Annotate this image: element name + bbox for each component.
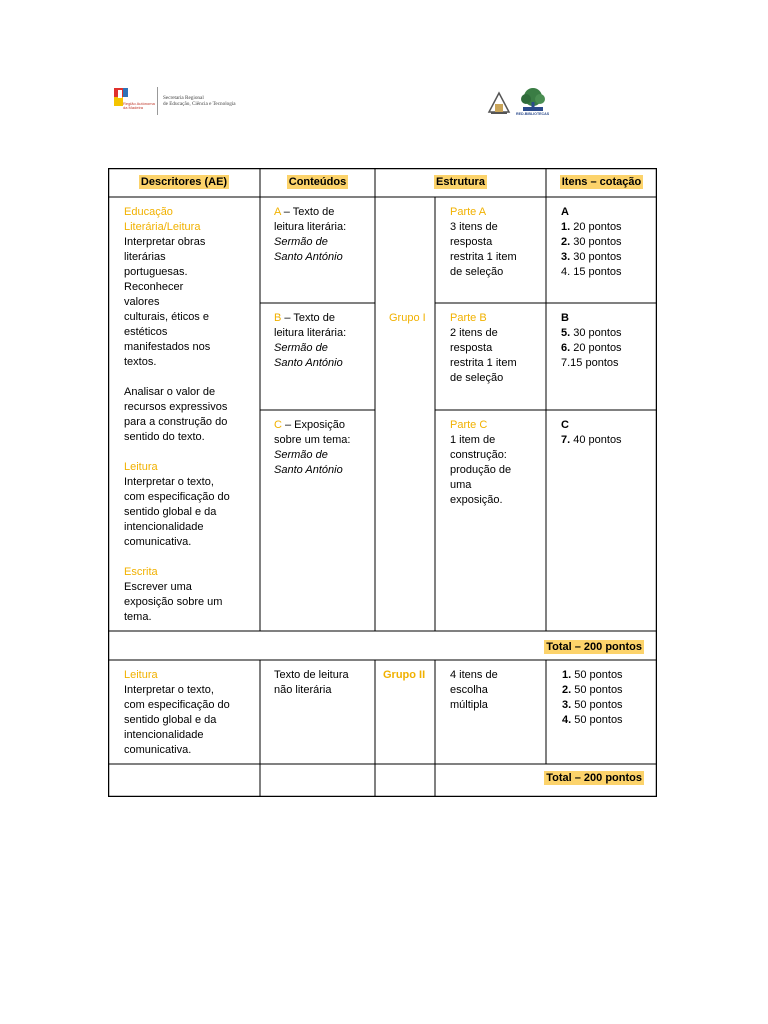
itens-part-b [561,311,655,371]
group1-descritores [124,205,254,625]
descritor-line: Interpretar o texto, [124,476,214,488]
descritor-line: comunicativa. [124,536,192,548]
estrutura-line: múltipla [450,699,488,711]
descritor-line: exposição sobre um [124,596,223,608]
conteudo-part-b [274,311,372,371]
header-descritores: Descritores (AE) [140,176,228,188]
group2-total: Total – 200 pontos [546,772,642,784]
conteudo-work-title: Santo António [274,464,343,476]
school-emblem-icon [486,90,512,116]
estrutura-line: produção de [450,464,512,476]
conteudo-line: leitura literária: [274,221,347,233]
group2-descritores [124,668,254,758]
estrutura-line: restrita 1 item [450,357,517,369]
part-letter: C [561,419,569,431]
spacer [124,550,254,565]
conteudo-work-title: Santo António [274,251,343,263]
group2-estrutura [450,668,544,713]
descritor-line: Escrever uma [124,581,192,593]
item-row: 5. 30 pontos [561,327,622,339]
estrutura-line: construção: [450,449,507,461]
descritor-line: com especificação do [124,699,230,711]
conteudo-letter: A [274,206,281,218]
estrutura-part-c [450,418,544,508]
header-itens-cotacao: Itens – cotação [561,176,642,188]
estrutura-line: exposição. [450,494,503,506]
library-network-text: RED-BIBLIOTECAS [516,112,550,116]
logo-blue-square [123,88,128,97]
descritor-line: valores [124,296,160,308]
conteudo-line: não literária [274,684,332,696]
estrutura-line: escolha [450,684,488,696]
tree-icon [517,88,549,112]
itens-part-c [561,418,655,448]
conteudo-title: B – Texto de [274,312,335,324]
secretaria-line-2: de Educação, Ciência e Tecnologia [163,101,236,107]
part-letter: A [561,206,569,218]
logo-region-text: Região Autónoma da Madeira [123,101,155,110]
grupo-i-label: Grupo I [389,312,426,324]
descritor-line: tema. [124,611,152,623]
heading-escrita: Escrita [124,566,158,578]
item-row: 2. 30 pontos [561,236,622,248]
conteudo-line: sobre um tema: [274,434,351,446]
conteudo-work-title: Sermão de [274,342,328,354]
header-estrutura: Estrutura [436,176,485,188]
conteudo-line: Texto de leitura [274,669,349,681]
logo-divider [157,87,158,115]
item-row: 1. 50 pontos [562,669,623,681]
part-letter: B [561,312,569,324]
library-network-logo [516,88,549,116]
item-row: 2. 50 pontos [562,684,623,696]
conteudo-work-title: Santo António [274,357,343,369]
estrutura-part-a [450,205,544,280]
descritor-line: Reconhecer [124,281,184,293]
grupo-ii-label: Grupo II [383,669,426,681]
item-row: 7. 40 pontos [561,434,622,446]
estrutura-line: 2 itens de [450,327,498,339]
descritor-line: portuguesas. [124,266,188,278]
header-left-logos [113,86,236,116]
item-row: 3. 50 pontos [562,699,623,711]
descritor-line: com especificação do [124,491,230,503]
item-row: 4. 50 pontos [562,714,623,726]
assessment-table [108,168,657,797]
item-row: 3. 30 pontos [561,251,622,263]
descritor-line: manifestados nos [124,341,211,353]
heading-leitura: Leitura [124,461,158,473]
descritor-line: sentido global e da [124,506,217,518]
parte-label: Parte B [450,312,487,324]
heading-educacao-literaria: Educação Literária/Leitura [124,206,201,233]
itens-part-a [561,205,655,280]
conteudo-title: C – Exposição [274,419,345,431]
secretaria-text [163,95,236,108]
conteudo-title: A – Texto de [274,206,335,218]
spacer [124,445,254,460]
conteudo-work-title: Sermão de [274,236,328,248]
descritor-line: estéticos [124,326,168,338]
descritor-line: comunicativa. [124,744,192,756]
conteudo-part-a [274,205,372,265]
header-right-logos [486,88,549,116]
estrutura-line: 1 item de [450,434,496,446]
descritor-line: Interpretar obras [124,236,206,248]
estrutura-line: restrita 1 item [450,251,517,263]
descritor-line: para a construção do [124,416,228,428]
item-row: 1. 20 pontos [561,221,622,233]
conteudo-letter: B [274,312,282,324]
group1-total: Total – 200 pontos [546,641,642,653]
estrutura-line: de seleção [450,266,504,278]
estrutura-line: de seleção [450,372,504,384]
group2-conteudo [274,668,372,698]
descritor-line: intencionalidade [124,729,204,741]
item-row: 6. 20 pontos [561,342,622,354]
estrutura-line: uma [450,479,472,491]
descritor-line: textos. [124,356,157,368]
descritor-line: sentido global e da [124,714,217,726]
conteudo-work-title: Sermão de [274,449,328,461]
descritor-line: recursos expressivos [124,401,228,413]
estrutura-part-b [450,311,544,386]
header-conteudos: Conteúdos [288,176,347,188]
secretaria-line-1: Secretaria Regional [163,94,204,101]
descritor-line: Analisar o valor de [124,386,216,398]
conteudo-line: leitura literária: [274,327,347,339]
heading-leitura-group2: Leitura [124,669,158,681]
conteudo-part-c [274,418,372,478]
estrutura-line: resposta [450,236,493,248]
parte-label: Parte C [450,419,488,431]
descritor-line: culturais, éticos e [124,311,209,323]
estrutura-line: resposta [450,342,493,354]
logo-yellow-square [114,97,123,106]
item-row: 4. 15 pontos [561,266,622,278]
descritor-line: intencionalidade [124,521,204,533]
conteudo-letter: C [274,419,282,431]
descritor-line: literárias [124,251,166,263]
estrutura-line: 4 itens de [450,669,498,681]
item-row: 7.15 pontos [561,357,619,369]
descritor-line: Interpretar o texto, [124,684,214,696]
group2-itens [562,668,656,728]
estrutura-line: 3 itens de [450,221,498,233]
madeira-region-logo [113,86,153,116]
parte-label: Parte A [450,206,487,218]
logo-cross [118,90,122,98]
spacer [124,370,254,385]
descritor-line: sentido do texto. [124,431,205,443]
